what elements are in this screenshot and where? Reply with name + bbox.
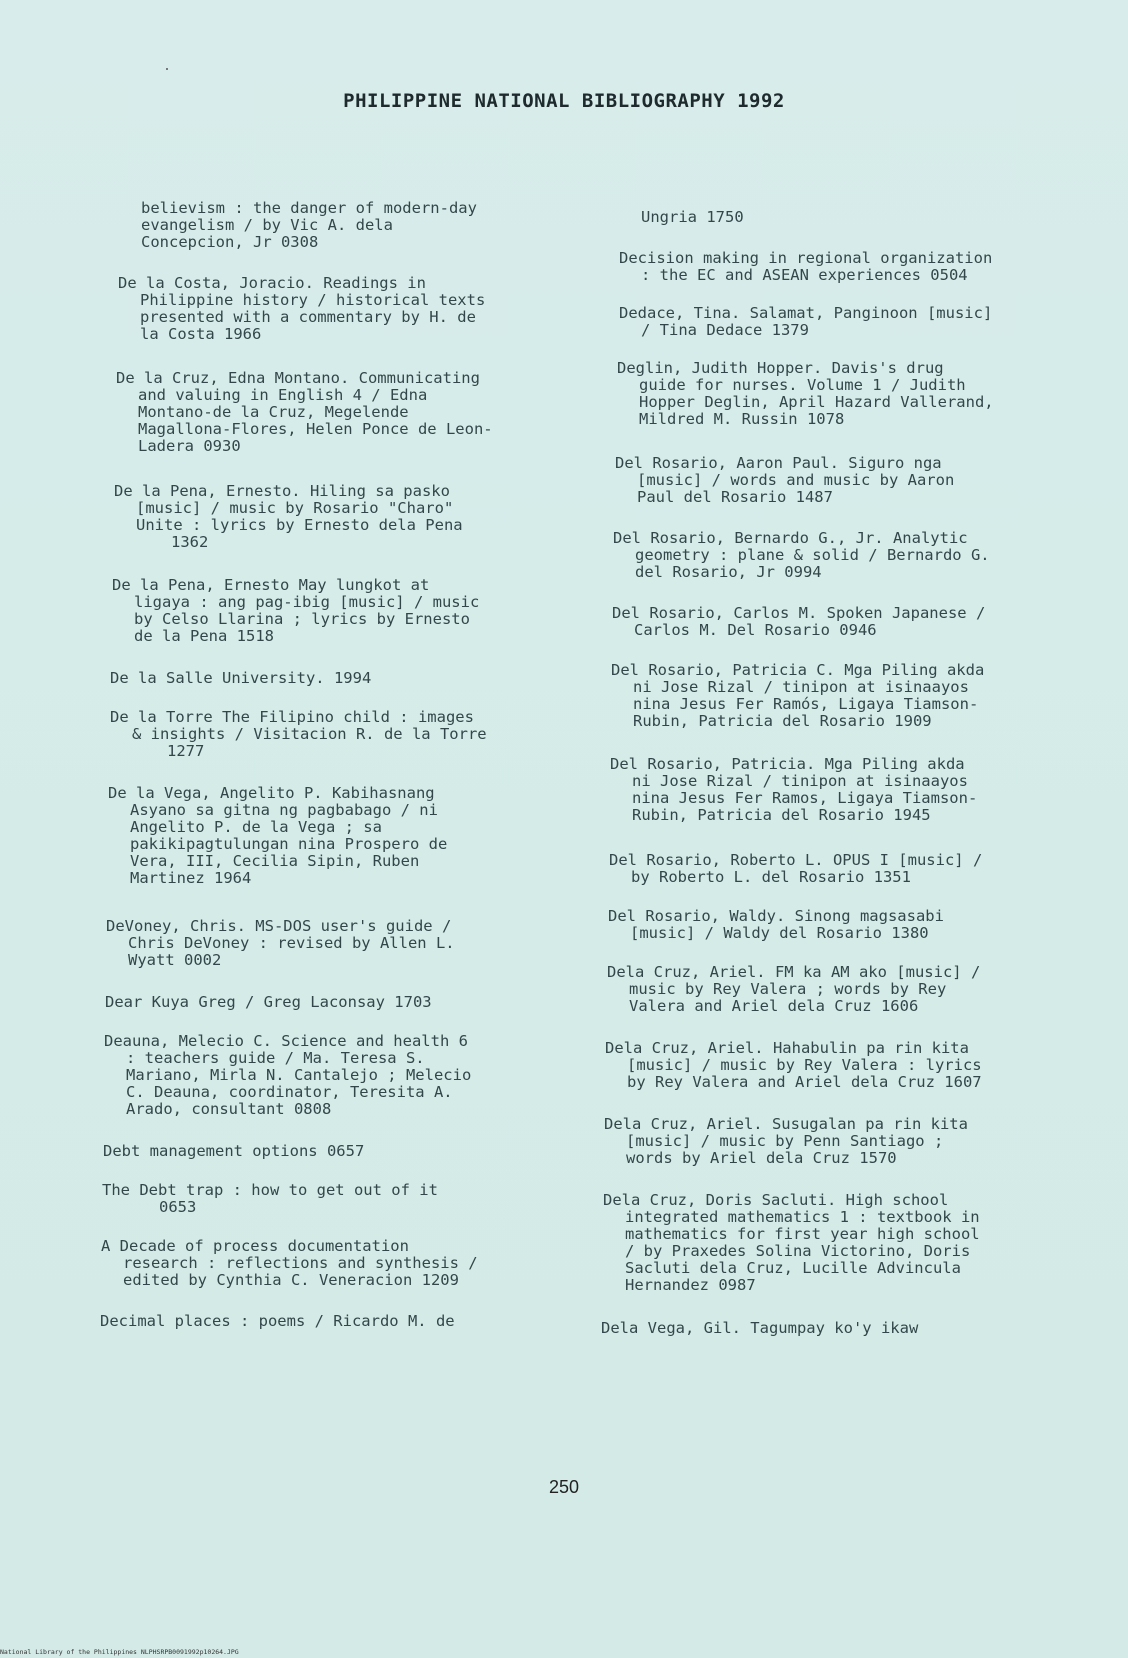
- entry-line: Deauna, Melecio C. Science and health 6: [104, 1032, 468, 1050]
- entry-line: words by Ariel dela Cruz 1570: [626, 1149, 897, 1167]
- entry-line: Dela Cruz, Ariel. Hahabulin pa rin kita: [605, 1039, 969, 1057]
- left-entry: [110, 709, 487, 760]
- entry-line: integrated mathematics 1 : textbook in: [625, 1208, 980, 1226]
- entry-line: Del Rosario, Roberto L. OPUS I [music] /: [609, 851, 983, 869]
- entry-line: Arado, consultant 0808: [126, 1100, 332, 1118]
- left-entry: [118, 275, 485, 343]
- entry-line: and valuing in English 4 / Edna: [138, 386, 428, 404]
- entry-line: De la Pena, Ernesto. Hiling sa pasko: [114, 482, 450, 500]
- entry-line: Rubin, Patricia del Rosario 1909: [633, 712, 932, 730]
- left-entry: [101, 1238, 478, 1289]
- entry-line: Montano-de la Cruz, Megelende: [138, 403, 409, 421]
- right-entry: [610, 756, 977, 824]
- entry-line: Del Rosario, Patricia C. Mga Piling akda: [611, 661, 985, 679]
- entry-line: 1277: [167, 742, 205, 760]
- entry-line: [music] / music by Penn Santiago ;: [626, 1132, 944, 1150]
- entry-line: De la Cruz, Edna Montano. Communicating: [116, 369, 480, 387]
- entry-line: presented with a commentary by H. de: [140, 308, 476, 326]
- entry-line: Dela Cruz, Ariel. Susugalan pa rin kita: [604, 1115, 968, 1133]
- left-entry: [114, 483, 463, 551]
- entry-line: Hernandez 0987: [625, 1276, 756, 1294]
- left-entry: [102, 1182, 438, 1216]
- entry-line: ligaya : ang pag-ibig [music] / music: [134, 593, 480, 611]
- left-entry: [110, 670, 371, 687]
- entry-line: guide for nurses. Volume 1 / Judith: [639, 376, 966, 394]
- left-entry: [100, 1313, 455, 1330]
- entry-line: De la Pena, Ernesto May lungkot at: [112, 576, 430, 594]
- footer-caption: National Library of the Philippines NLPHSRPB0091992p10264.JPG: [0, 1648, 239, 1656]
- right-entry: [608, 908, 944, 942]
- entry-line: Del Rosario, Aaron Paul. Siguro nga: [615, 454, 942, 472]
- entry-line: Hopper Deglin, April Hazard Vallerand,: [639, 393, 994, 411]
- entry-line: Del Rosario, Carlos M. Spoken Japanese /: [612, 604, 986, 622]
- entry-line: De la Costa, Joracio. Readings in: [118, 274, 426, 292]
- entry-line: Carlos M. Del Rosario 0946: [634, 621, 877, 639]
- entry-line: mathematics for first year high school: [625, 1225, 980, 1243]
- entry-line: De la Salle University. 1994: [110, 669, 372, 687]
- right-entry: [611, 662, 984, 730]
- entry-line: : the EC and ASEAN experiences 0504: [641, 266, 968, 284]
- entry-line: Debt management options 0657: [103, 1142, 365, 1160]
- left-entry: [106, 918, 455, 969]
- left-entry: [112, 577, 479, 645]
- entry-line: Dedace, Tina. Salamat, Panginoon [music]: [619, 304, 993, 322]
- entry-line: Dela Cruz, Doris Sacluti. High school: [603, 1191, 949, 1209]
- entry-line: Valera and Ariel dela Cruz 1606: [629, 997, 919, 1015]
- left-entry: [104, 1033, 471, 1118]
- entry-line: Sacluti dela Cruz, Lucille Advincula: [625, 1259, 961, 1277]
- entry-line: Magallona-Flores, Helen Ponce de Leon-: [138, 420, 493, 438]
- left-entry: [103, 1143, 364, 1160]
- entry-line: Wyatt 0002: [128, 951, 222, 969]
- entry-line: The Debt trap : how to get out of it: [102, 1181, 438, 1199]
- entry-line: C. Deauna, coordinator, Teresita A.: [126, 1083, 453, 1101]
- entry-line: Chris DeVoney : revised by Allen L.: [128, 934, 455, 952]
- entry-line: nina Jesus Fer Ramos, Ligaya Tiamson-: [632, 789, 978, 807]
- entry-line: nina Jesus Fer Ramós, Ligaya Tiamson-: [633, 695, 979, 713]
- entry-line: Asyano sa gitna ng pagbabago / ni: [130, 801, 438, 819]
- right-entry: [615, 455, 954, 506]
- entry-line: Rubin, Patricia del Rosario 1945: [632, 806, 931, 824]
- entry-line: Decision making in regional organization: [619, 249, 993, 267]
- right-entry: [641, 209, 744, 226]
- entry-line: & insights / Visitacion R. de la Torre: [132, 725, 487, 743]
- entry-line: evangelism / by Vic A. dela: [141, 216, 393, 234]
- right-entry: [607, 964, 980, 1015]
- left-entry: [108, 785, 447, 887]
- right-entry: [601, 1320, 918, 1337]
- page-number: 250: [548, 1477, 580, 1497]
- entry-line: Del Rosario, Waldy. Sinong magsasabi: [608, 907, 944, 925]
- entry-line: A Decade of process documentation: [101, 1237, 409, 1255]
- entry-line: by Rey Valera and Ariel dela Cruz 1607: [627, 1073, 982, 1091]
- entry-line: DeVoney, Chris. MS-DOS user's guide /: [106, 917, 452, 935]
- right-entry: [604, 1116, 968, 1167]
- entry-line: De la Torre The Filipino child : images: [110, 708, 474, 726]
- entry-line: 1362: [171, 533, 209, 551]
- entry-line: ni Jose Rizal / tinipon at isinaayos: [632, 772, 968, 790]
- entry-line: / Tina Dedace 1379: [641, 321, 809, 339]
- entry-line: [music] / Waldy del Rosario 1380: [630, 924, 929, 942]
- entry-line: del Rosario, Jr 0994: [635, 563, 822, 581]
- entry-line: : teachers guide / Ma. Teresa S.: [126, 1049, 425, 1067]
- entry-line: Dela Vega, Gil. Tagumpay ko'y ikaw: [601, 1319, 919, 1337]
- entry-line: geometry : plane & solid / Bernardo G.: [635, 546, 990, 564]
- entry-line: edited by Cynthia C. Veneracion 1209: [123, 1271, 459, 1289]
- entry-line: Mildred M. Russin 1078: [639, 410, 845, 428]
- right-entry: [613, 530, 990, 581]
- entry-line: Dela Cruz, Ariel. FM ka AM ako [music] /: [607, 963, 981, 981]
- right-entry: [612, 605, 985, 639]
- entry-line: Decimal places : poems / Ricardo M. de: [100, 1312, 455, 1330]
- entry-line: Del Rosario, Bernardo G., Jr. Analytic: [613, 529, 968, 547]
- entry-line: 0653: [159, 1198, 197, 1216]
- entry-line: De la Vega, Angelito P. Kabihasnang: [108, 784, 435, 802]
- entry-line: Del Rosario, Patricia. Mga Piling akda: [610, 755, 965, 773]
- entry-line: Philippine history / historical texts: [140, 291, 486, 309]
- right-entry: [603, 1192, 980, 1294]
- entry-line: Unite : lyrics by Ernesto dela Pena: [136, 516, 463, 534]
- right-entry: [619, 305, 992, 339]
- entry-line: Martinez 1964: [130, 869, 252, 887]
- entry-line: Dear Kuya Greg / Greg Laconsay 1703: [105, 993, 432, 1011]
- left-entry: [105, 994, 432, 1011]
- right-entry: [605, 1040, 982, 1091]
- entry-line: Angelito P. de la Vega ; sa: [130, 818, 382, 836]
- entry-line: Vera, III, Cecilia Sipin, Ruben: [130, 852, 420, 870]
- entry-line: believism : the danger of modern-day: [141, 199, 477, 217]
- entry-line: de la Pena 1518: [134, 627, 274, 645]
- entry-line: by Roberto L. del Rosario 1351: [631, 868, 911, 886]
- right-entry: [617, 360, 994, 428]
- entry-line: by Celso Llarina ; lyrics by Ernesto: [134, 610, 470, 628]
- speck: [166, 68, 168, 70]
- right-entry: [609, 852, 982, 886]
- entry-line: Ungria 1750: [641, 208, 744, 226]
- entry-line: Paul del Rosario 1487: [637, 488, 833, 506]
- entry-line: pakikipagtulungan nina Prospero de: [130, 835, 448, 853]
- entry-line: [music] / words and music by Aaron: [637, 471, 955, 489]
- entry-line: / by Praxedes Solina Victorino, Doris: [625, 1242, 971, 1260]
- entry-line: Ladera 0930: [138, 437, 241, 455]
- entry-line: [music] / music by Rey Valera : lyrics: [627, 1056, 982, 1074]
- entry-line: music by Rey Valera ; words by Rey: [629, 980, 947, 998]
- entry-line: research : reflections and synthesis /: [123, 1254, 478, 1272]
- entry-line: Mariano, Mirla N. Cantalejo ; Melecio: [126, 1066, 472, 1084]
- entry-line: Deglin, Judith Hopper. Davis's drug: [617, 359, 944, 377]
- entry-line: Concepcion, Jr 0308: [141, 233, 319, 251]
- entry-line: la Costa 1966: [140, 325, 262, 343]
- right-entry: [619, 250, 992, 284]
- entry-line: [music] / music by Rosario "Charo": [136, 499, 454, 517]
- page-title: PHILIPPINE NATIONAL BIBLIOGRAPHY 1992: [343, 90, 785, 112]
- entry-line: ni Jose Rizal / tinipon at isinaayos: [633, 678, 969, 696]
- left-entry: [141, 200, 477, 251]
- left-entry: [116, 370, 493, 455]
